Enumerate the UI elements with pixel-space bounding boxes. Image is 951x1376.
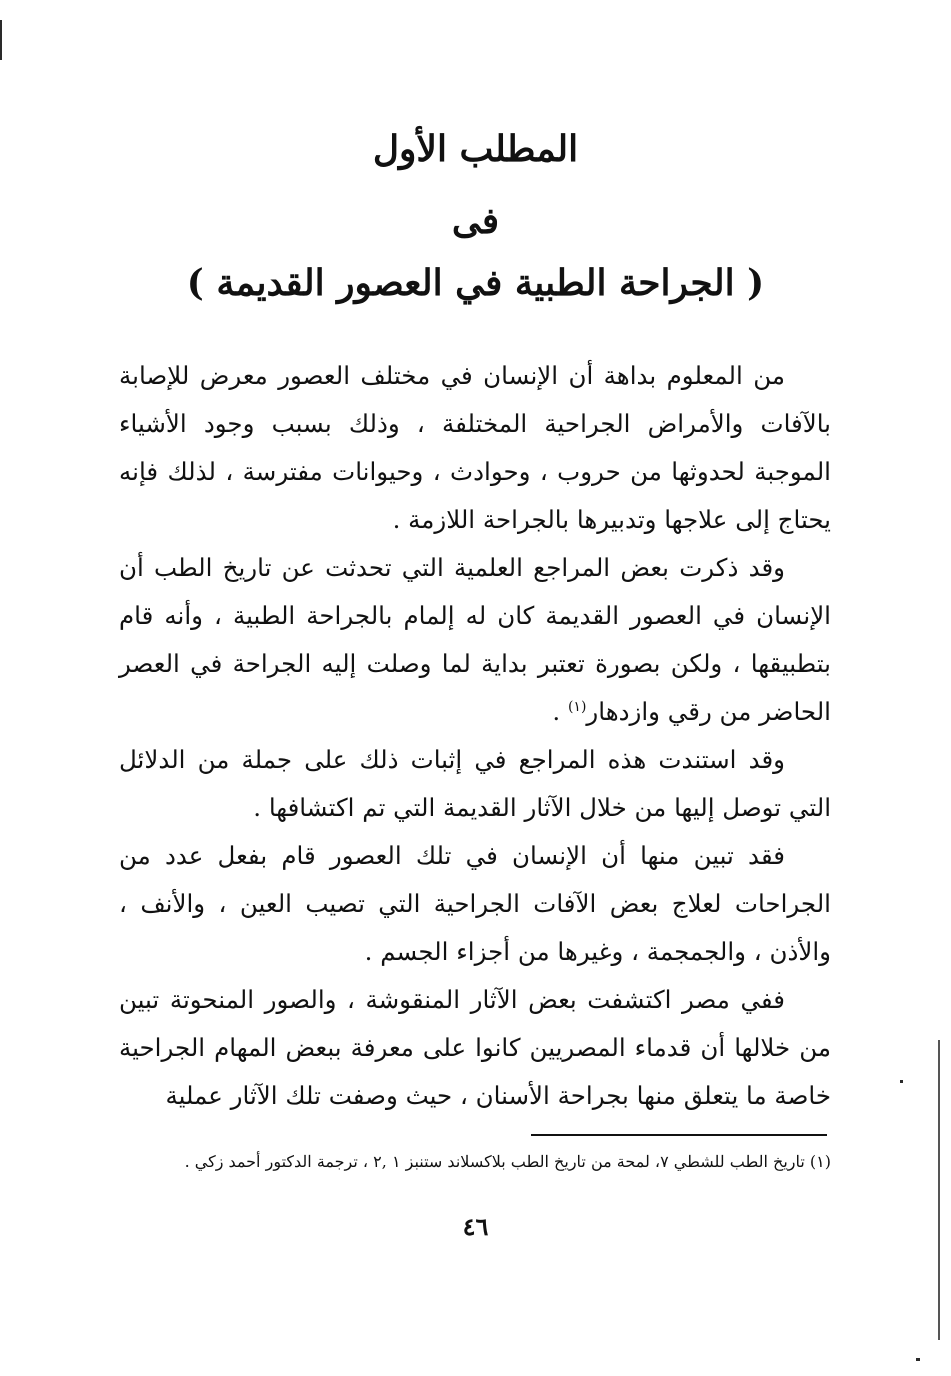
- paragraph-end-period: .: [552, 697, 568, 726]
- section-title: المطلب الأول: [372, 128, 579, 170]
- paragraph-text: ففي مصر اكتشفت بعض الآثار المنقوشة ، والصور المنحوتة تبين من خلالها أن قدماء المصريين كانوا على معرفة ببعض المهام الجراحية خاصة ما يتعلق منها بجراحة الأسنان ، حيث وصفت تلك الآثار عملية: [119, 985, 831, 1110]
- page-number: ٤٦: [462, 1212, 489, 1241]
- paragraph-1: [119, 352, 831, 544]
- scan-dot: [916, 1358, 920, 1361]
- paragraph-text: من المعلوم بداهة أن الإنسان في مختلف العصور معرض للإصابة بالآفات والأمراض الجراحية المختلفة ، وذلك بسبب وجود الأشياء الموجبة لحدوثها من حروب ، وحوادث ، وحيوانات مفترسة ، لذلك فإنه يحتاج إلى علاجها وتدبيرها بالجراحة اللازمة .: [119, 361, 831, 534]
- footnote: (١) تاريخ الطب للشطي ٧، لمحة من تاريخ الطب بلاكسلاند ستنبز ١ ,٢ ، ترجمة الدكتور أحمد زكي .: [184, 1152, 831, 1171]
- scan-edge-mark-right: [938, 1040, 940, 1340]
- paragraph-5: [119, 976, 831, 1120]
- section-subtitle: ( الجراحة الطبية في العصور القديمة ): [186, 262, 765, 304]
- paragraph-text-main: وقد ذكرت بعض المراجع العلمية التي تحدثت عن تاريخ الطب أن الإنسان في العصور القديمة كان له إلمام بالجراحة الطبية ، وأنه قام بتطبيقها ، ولكن بصورة تعتبر بداية لما وصلت إليه الجراحة في العصر الحاضر من رقي وازدهار: [119, 553, 831, 726]
- paragraph-2: [119, 544, 831, 736]
- paragraph-text: [119, 544, 831, 736]
- footnote-divider: [531, 1134, 827, 1136]
- scan-edge-mark-left: [0, 20, 2, 60]
- paragraph-text: وقد استندت هذه المراجع في إثبات ذلك على جملة من الدلائل التي توصل إليها من خلال الآثار القديمة التي تم اكتشافها .: [119, 745, 831, 822]
- section-title-connector: فى: [451, 200, 500, 242]
- paragraph-4: [119, 832, 831, 976]
- footnote-reference[interactable]: (١): [567, 698, 587, 715]
- paragraph-text: فقد تبين منها أن الإنسان في تلك العصور قام بفعل عدد من الجراحات لعلاج بعض الآفات الجراحية التي تصيب العين ، والأنف ، والأذن ، والجمجمة ، وغيرها من أجزاء الجسم .: [119, 841, 831, 966]
- scan-dot: [900, 1080, 903, 1083]
- paragraph-3: [119, 736, 831, 832]
